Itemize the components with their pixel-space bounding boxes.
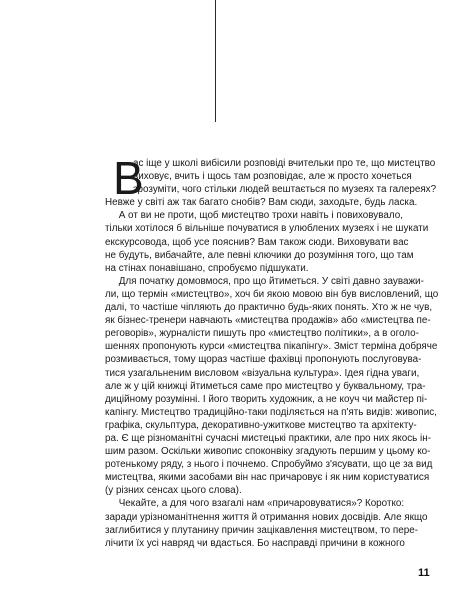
text-line: (у різних сенсах цього слова).: [105, 485, 242, 497]
text-line: шеннях пропонують курси «мистецтва пікапінгу». Зміст терміна добряче: [105, 341, 438, 353]
text-line: ас іще у школі вибісили розповіді вчительки про те, що мистецтво: [133, 158, 436, 169]
dropcap-letter: В: [113, 152, 144, 204]
text-line: ра. Є ще різноманітні сучасні мистецькі практики, але про них якось ін-: [105, 432, 431, 444]
text-line: виховує, вчить і щось там розповідає, але ж просто хочеться: [133, 171, 412, 183]
page-number: 11: [418, 567, 430, 579]
text-line: екскурсовода, щоб усе пояснив? Вам також сюди. Виховувати вас: [105, 236, 409, 248]
text-line: графіка, скульптура, декоративно-ужиткове мистецтво та архітекту-: [105, 419, 417, 431]
text-line: заглибитися у плутанину причин зацікавлення мистецтвом, то пере-: [105, 524, 419, 536]
text-line: ротенькому ряду, з нього і почнемо. Спробуймо з'ясувати, що це за вид: [105, 459, 433, 471]
text-line: не будуть, вибачайте, але певні ключики до розуміння того, що там: [105, 249, 414, 261]
text-line: лічити їх усі навряд чи вдасться. Бо насправді причини в кожного: [105, 537, 405, 549]
text-line: диційному розумінні. І його творить художник, а не коуч чи майстер пі-: [105, 393, 428, 405]
decorative-vertical-rule: [215, 0, 216, 122]
body-text: [105, 152, 439, 550]
text-line: мистецтва, якими засобами він нас причаровує і як ним користуватися: [105, 472, 430, 484]
text-line: тися узагальненим висловом «візуальна культура». Ідея гідна уваги,: [105, 367, 420, 379]
text-line: ли, що термін «мистецтво», хоч би якою мовою він був висловлений, що: [105, 288, 439, 300]
text-line: на стінах понавішано, спробуємо підшукати.: [105, 262, 309, 274]
text-line: А от ви не проти, щоб мистецтво трохи навіть і повиховувало,: [105, 210, 403, 222]
text-line: як бізнес-тренери навчають «мистецтва продажів» або «мистецтва пе-: [105, 315, 431, 327]
text-line: зрозуміти, чого стільки людей вештається по музеях та галереях?: [133, 184, 437, 196]
text-line: заради урізноманітнення життя й отримання нових досвідів. Але якщо: [105, 511, 428, 523]
text-line: далі, то частіше чіпляють до практично будь-яких понять. Хто ж не чув,: [105, 302, 433, 314]
text-line: Чекайте, а для чого взагалі нам «причаровуватися»? Коротко:: [105, 498, 405, 510]
text-line: Невже у світі аж так багато снобів? Вам сюди, заходьте, будь ласка.: [105, 197, 418, 209]
text-line: реговорів», журналісти пишуть про «мистецтво політики», а в оголо-: [105, 328, 419, 340]
text-line: Для початку домовмося, про що йтиметься. У світі давно зауважи-: [105, 275, 424, 287]
text-line: капінгу. Мистецтво традиційно-таки поділяється на п'ять видів: живопис,: [105, 406, 437, 418]
text-line: розмивається, тому щораз частіше фахівці пропонують послуговува-: [105, 354, 422, 366]
text-line: тільки хотілося б вільніше почуватися в улюблених музеях і не шукати: [105, 223, 429, 235]
text-line: але ж у цій книжці йтиметься саме про мистецтво у буквальному, тра-: [105, 380, 426, 392]
text-line: шим разом. Оскільки живопис споконвіку згадують першим у цьому ко-: [105, 446, 431, 458]
